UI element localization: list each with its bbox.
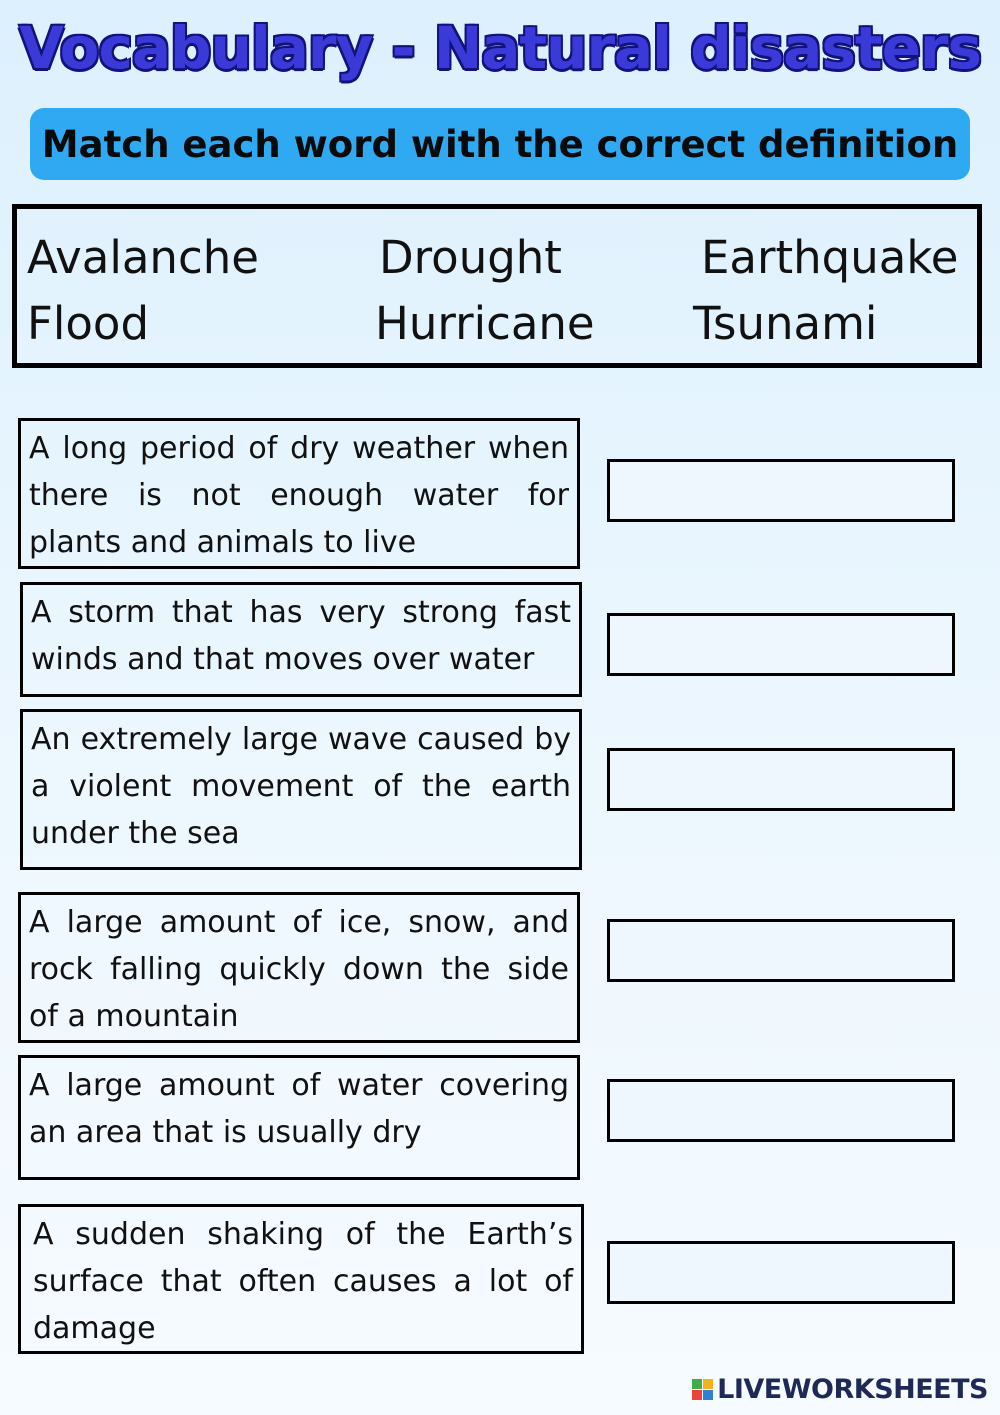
word-tsunami: Tsunami [693, 297, 878, 350]
word-hurricane: Hurricane [375, 297, 595, 350]
brand-name: LIVEWORKSHEETS [717, 1374, 988, 1405]
definition-text: A large amount of water covering an area that is usually dry [29, 1068, 569, 1150]
brand-watermark [692, 1374, 988, 1405]
definition-text: A long period of dry weather when there is not enough water for plants and animals to live [29, 431, 569, 560]
answer-input[interactable] [607, 459, 955, 522]
definition-box [18, 1055, 580, 1180]
definition-text: An extremely large wave caused by a violent movement of the earth under the sea [31, 722, 571, 851]
answer-input[interactable] [607, 748, 955, 811]
word-bank [12, 204, 982, 368]
word-flood: Flood [27, 297, 150, 350]
definition-box [18, 892, 580, 1043]
word-avalanche: Avalanche [27, 231, 259, 284]
answer-input[interactable] [607, 919, 955, 982]
definition-text: A large amount of ice, snow, and rock falling quickly down the side of a mountain [29, 905, 569, 1034]
answer-input[interactable] [607, 1241, 955, 1304]
answer-input[interactable] [607, 1079, 955, 1142]
word-earthquake: Earthquake [701, 231, 959, 284]
answer-input[interactable] [607, 613, 955, 676]
page-title: Vocabulary - Natural disasters [18, 14, 982, 82]
definition-box [20, 709, 582, 870]
definition-box [18, 1204, 584, 1354]
liveworksheets-logo-icon [692, 1379, 714, 1401]
definition-text: A sudden shaking of the Earth’s surface that often causes a lot of damage [33, 1217, 573, 1346]
instruction-banner [30, 108, 970, 180]
definition-text: A storm that has very strong fast winds and that moves over water [31, 595, 571, 677]
definition-box [20, 582, 582, 697]
instruction-text: Match each word with the correct definition [41, 122, 959, 166]
word-drought: Drought [379, 231, 562, 284]
definition-box [18, 418, 580, 569]
